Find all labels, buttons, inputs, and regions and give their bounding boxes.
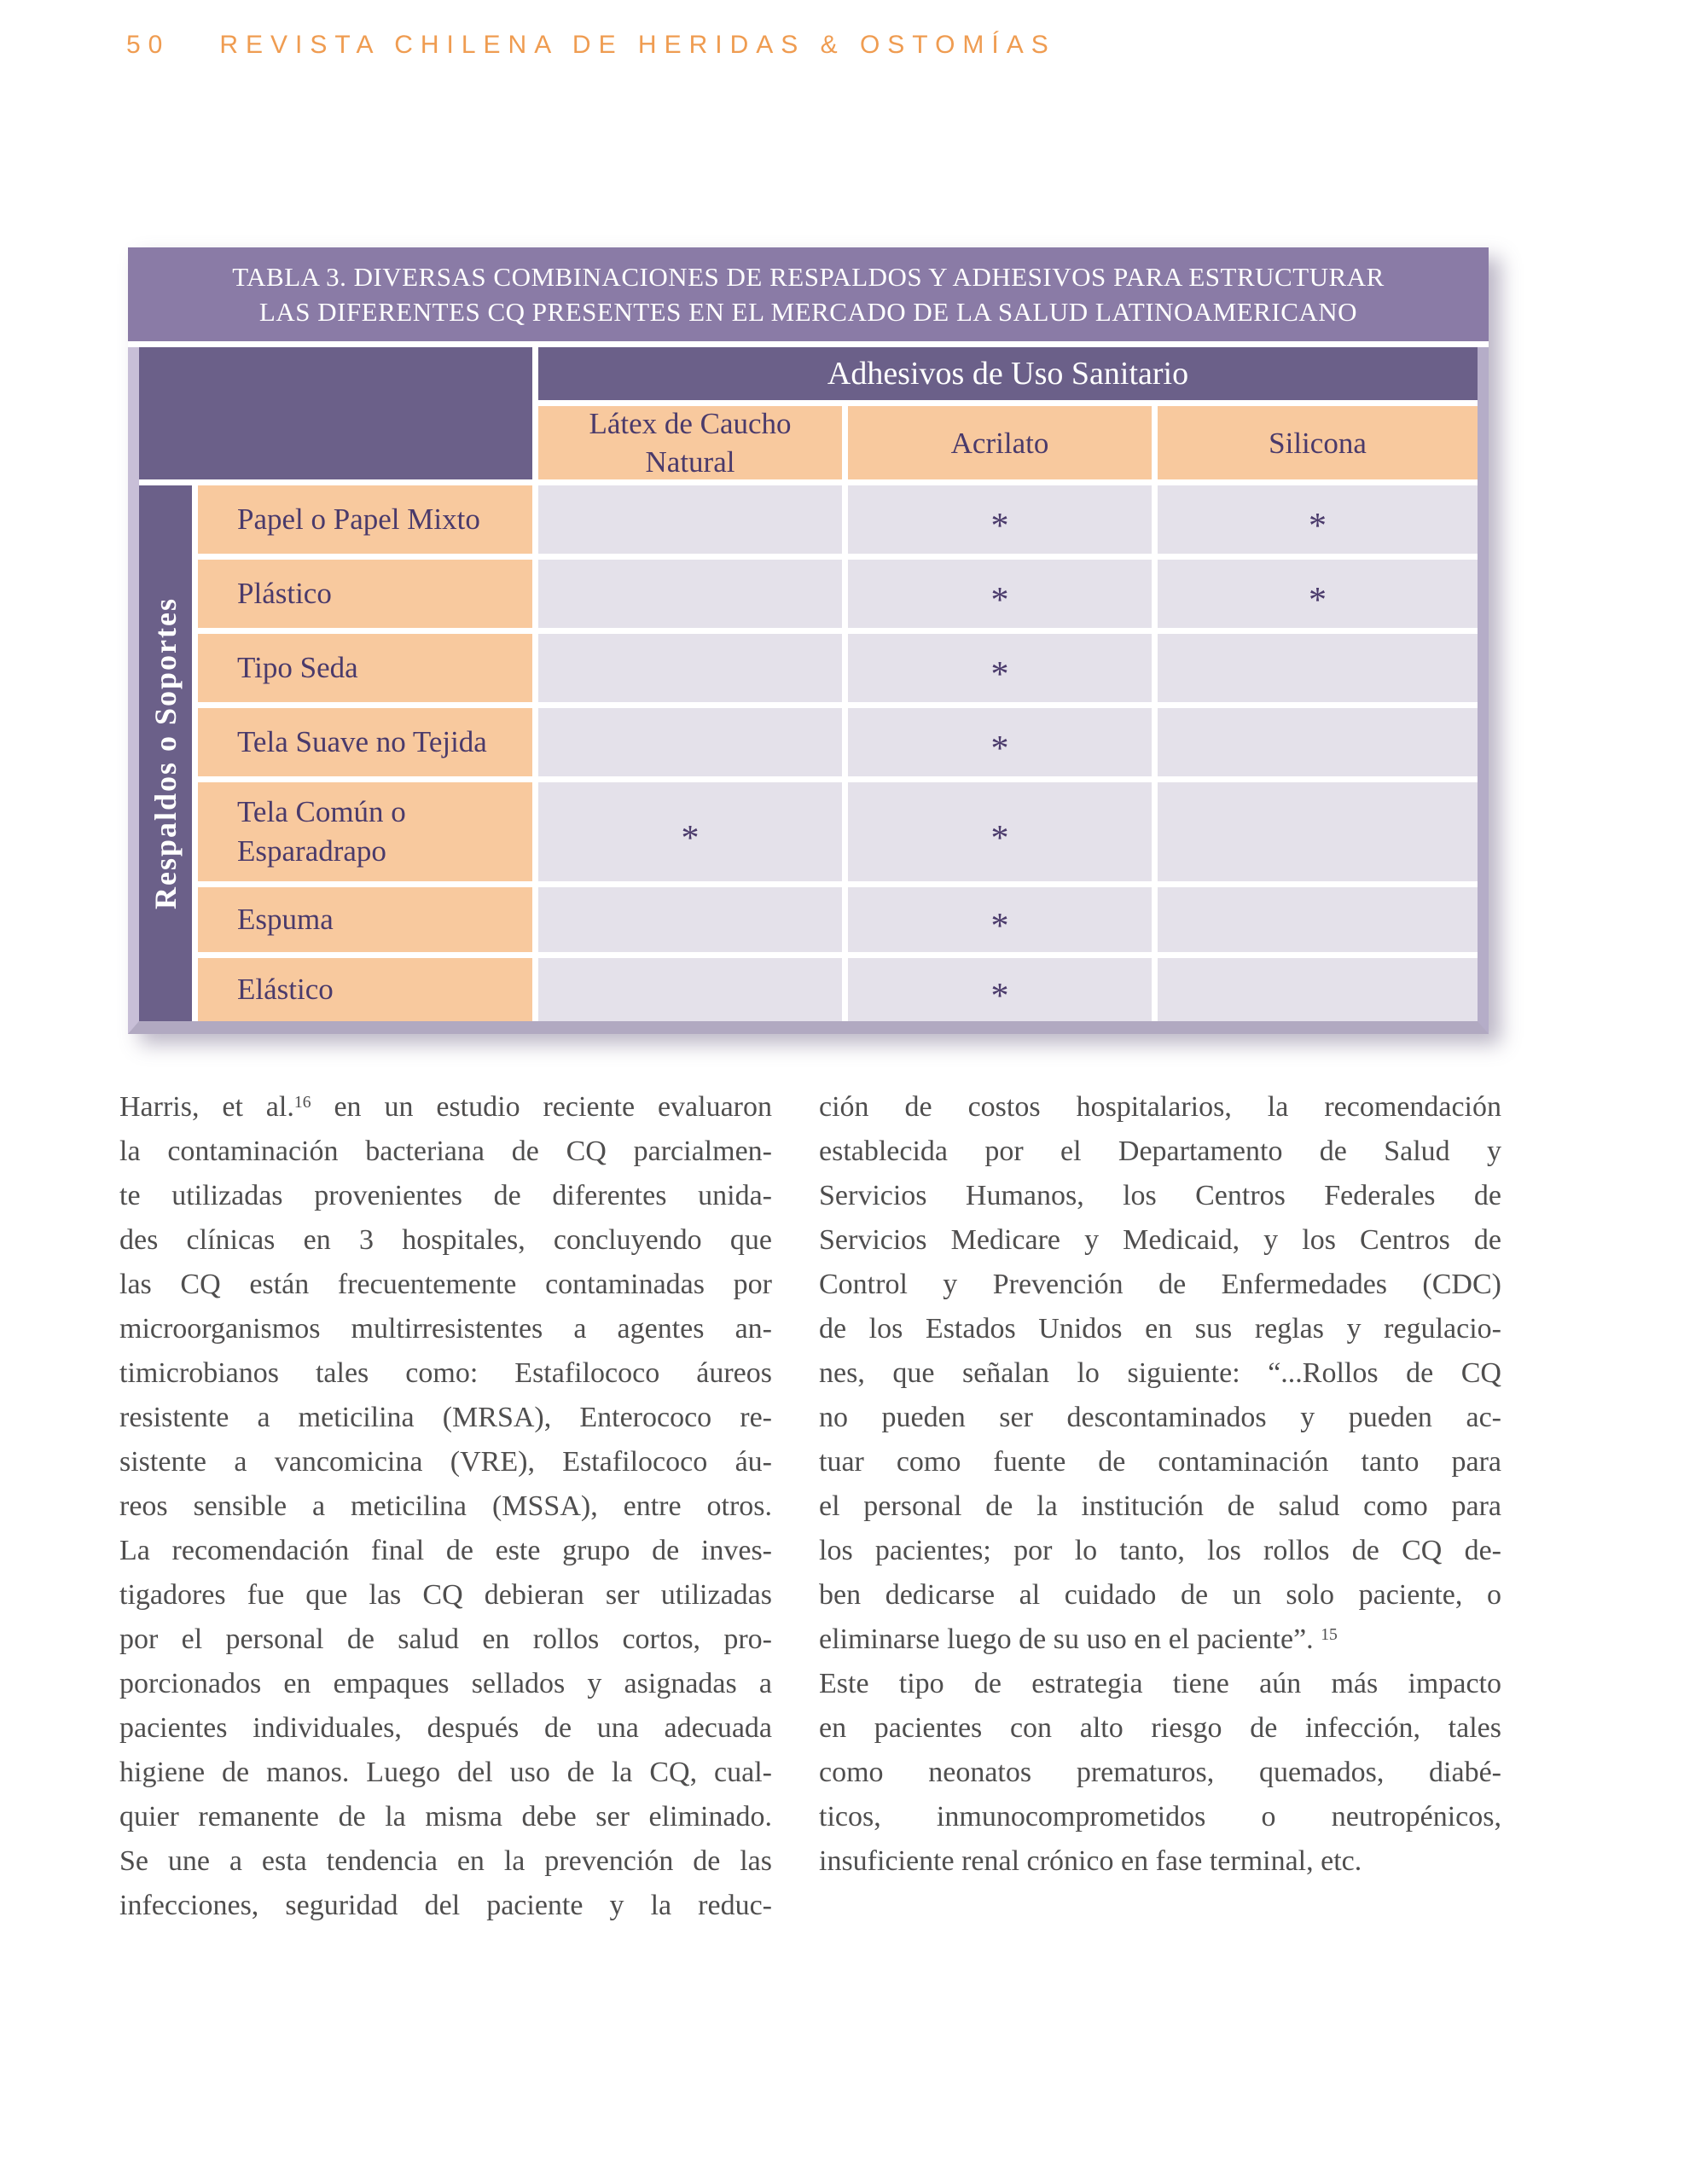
text-line: La recomendación final de este grupo de inves- [119,1535,772,1566]
asterisk-mark: * [990,655,1009,694]
row-group-header-label: Respaldos o Soportes [148,596,183,910]
text-line: no pueden ser descontaminados y pueden ac- [819,1402,1501,1433]
text-line: nes, que señalan lo siguiente: “...Rollos de CQ [819,1357,1501,1389]
asterisk-mark: * [990,729,1009,769]
column-header-latex: Látex de Caucho Natural [538,406,842,479]
mark-cell [1158,782,1478,881]
asterisk-mark: * [1309,581,1327,620]
column-header-silicona: Silicona [1158,406,1478,479]
column-group-header: Adhesivos de Uso Sanitario [538,347,1478,400]
mark-cell [848,634,1152,702]
text-line: en pacientes con alto riesgo de infección, tales [819,1712,1501,1744]
article-text [119,1085,1501,1928]
text-line: insuficiente renal crónico en fase terminal, etc. [819,1845,1362,1877]
table-body [128,347,1489,1034]
row-label: Plástico [198,560,532,628]
page-number: 50 [126,31,171,59]
row-label: Elástico [198,958,532,1021]
text-line: tigadores fue que las CQ debieran ser utilizadas [119,1579,772,1611]
text-line: Se une a esta tendencia en la prevención de las [119,1845,772,1877]
mark-cell [848,782,1152,881]
table-title-line1: TABLA 3. DIVERSAS COMBINACIONES DE RESPALDOS Y ADHESIVOS PARA ESTRUCTURAR [232,262,1385,292]
footnote-reference: 16 [293,1093,311,1112]
asterisk-mark: * [990,907,1009,946]
row-group-header [139,485,192,1021]
mark-cell [1158,485,1478,554]
text-line: Servicios Medicare y Medicaid, y los Centros de [819,1224,1501,1256]
row-label: Tipo Seda [198,634,532,702]
row-label: Tela Suave no Tejida [198,708,532,776]
text-line: sistente a vancomicina (VRE), Estafilococo áu- [119,1446,772,1478]
table-title [128,247,1489,341]
mark-cell [1158,958,1478,1021]
text-line: resistente a meticilina (MRSA), Enterococo re- [119,1402,772,1433]
text-line: infecciones, seguridad del paciente y la reduc- [119,1890,772,1921]
text-line: pacientes individuales, después de una adecuada [119,1712,772,1744]
asterisk-mark: * [990,507,1009,546]
page-header [126,31,1056,60]
text-line: ción de costos hospitalarios, la recomendación [819,1091,1501,1123]
mark-cell [538,634,842,702]
mark-cell [538,958,842,1021]
text-line: por el personal de salud en rollos cortos, pro- [119,1623,772,1655]
text-line: eliminarse luego de su uso en el paciente”. $^{15}$ [819,1623,1338,1655]
text-line: ben dedicarse al cuidado de un solo paciente, o [819,1579,1501,1611]
text-line: establecida por el Departamento de Salud y [819,1136,1501,1167]
mark-cell [538,782,842,881]
text-line: microorganismos multirresistentes a agentes an- [119,1313,772,1345]
row-label: Tela Común o Esparadrapo [198,782,532,881]
mark-cell [1158,708,1478,776]
text-line: de los Estados Unidos en sus reglas y regulacio- [819,1313,1501,1345]
text-line: higiene de manos. Luego del uso de la CQ, cual- [119,1757,772,1788]
row-label: Papel o Papel Mixto [198,485,532,554]
text-line: porcionados en empaques sellados y asignadas a [119,1668,772,1699]
text-line: la contaminación bacteriana de CQ parcialmen- [119,1136,772,1167]
mark-cell [1158,887,1478,952]
text-line: quier remanente de la misma debe ser eliminado. [119,1801,772,1833]
text-line: los pacientes; por lo tanto, los rollos de CQ de- [819,1535,1501,1566]
mark-cell [1158,634,1478,702]
asterisk-mark: * [990,581,1009,620]
text-line: ticos, inmunocomprometidos o neutropénicos, [819,1801,1501,1833]
text-column-right [819,1085,1501,1928]
mark-cell [848,887,1152,952]
table-3 [128,247,1489,1034]
text-line: Control y Prevención de Enfermedades (CDC) [819,1269,1501,1300]
asterisk-mark: * [990,977,1009,1016]
text-column-left [119,1085,772,1928]
mark-cell [848,560,1152,628]
text-line: como neonatos prematuros, quemados, diabé- [819,1757,1501,1788]
text-line: des clínicas en 3 hospitales, concluyendo que [119,1224,772,1256]
mark-cell [848,708,1152,776]
text-line: reos sensible a meticilina (MSSA), entre otros. [119,1490,772,1522]
text-line: Servicios Humanos, los Centros Federales de [819,1180,1501,1211]
mark-cell [848,958,1152,1021]
mark-cell [538,708,842,776]
mark-cell [538,485,842,554]
mark-cell [538,887,842,952]
mark-cell [848,485,1152,554]
footnote-reference: 15 [1321,1625,1338,1645]
asterisk-mark: * [681,819,700,858]
asterisk-mark: * [1309,507,1327,546]
table-grid [139,347,1478,1021]
text-line: el personal de la institución de salud como para [819,1490,1501,1522]
row-label: Espuma [198,887,532,952]
asterisk-mark: * [990,819,1009,858]
table-title-line2: LAS DIFERENTES CQ PRESENTES EN EL MERCADO DE LA SALUD LATINOAMERICANO [258,297,1358,327]
column-header-acrilato: Acrilato [848,406,1152,479]
mark-cell [538,560,842,628]
text-line: timicrobianos tales como: Estafilococo áureos [119,1357,772,1389]
text-line: te utilizadas provenientes de diferentes unida- [119,1180,772,1211]
journal-name: REVISTA CHILENA DE HERIDAS & OSTOMÍAS [219,31,1056,59]
text-line: Este tipo de estrategia tiene aún más impacto [819,1668,1501,1699]
text-line: las CQ están frecuentemente contaminadas por [119,1269,772,1300]
corner-cell [139,347,532,479]
mark-cell [1158,560,1478,628]
text-line: tuar como fuente de contaminación tanto para [819,1446,1501,1478]
text-line: Harris, et al.$^{16}$ en un estudio reciente evaluaron [119,1091,772,1123]
